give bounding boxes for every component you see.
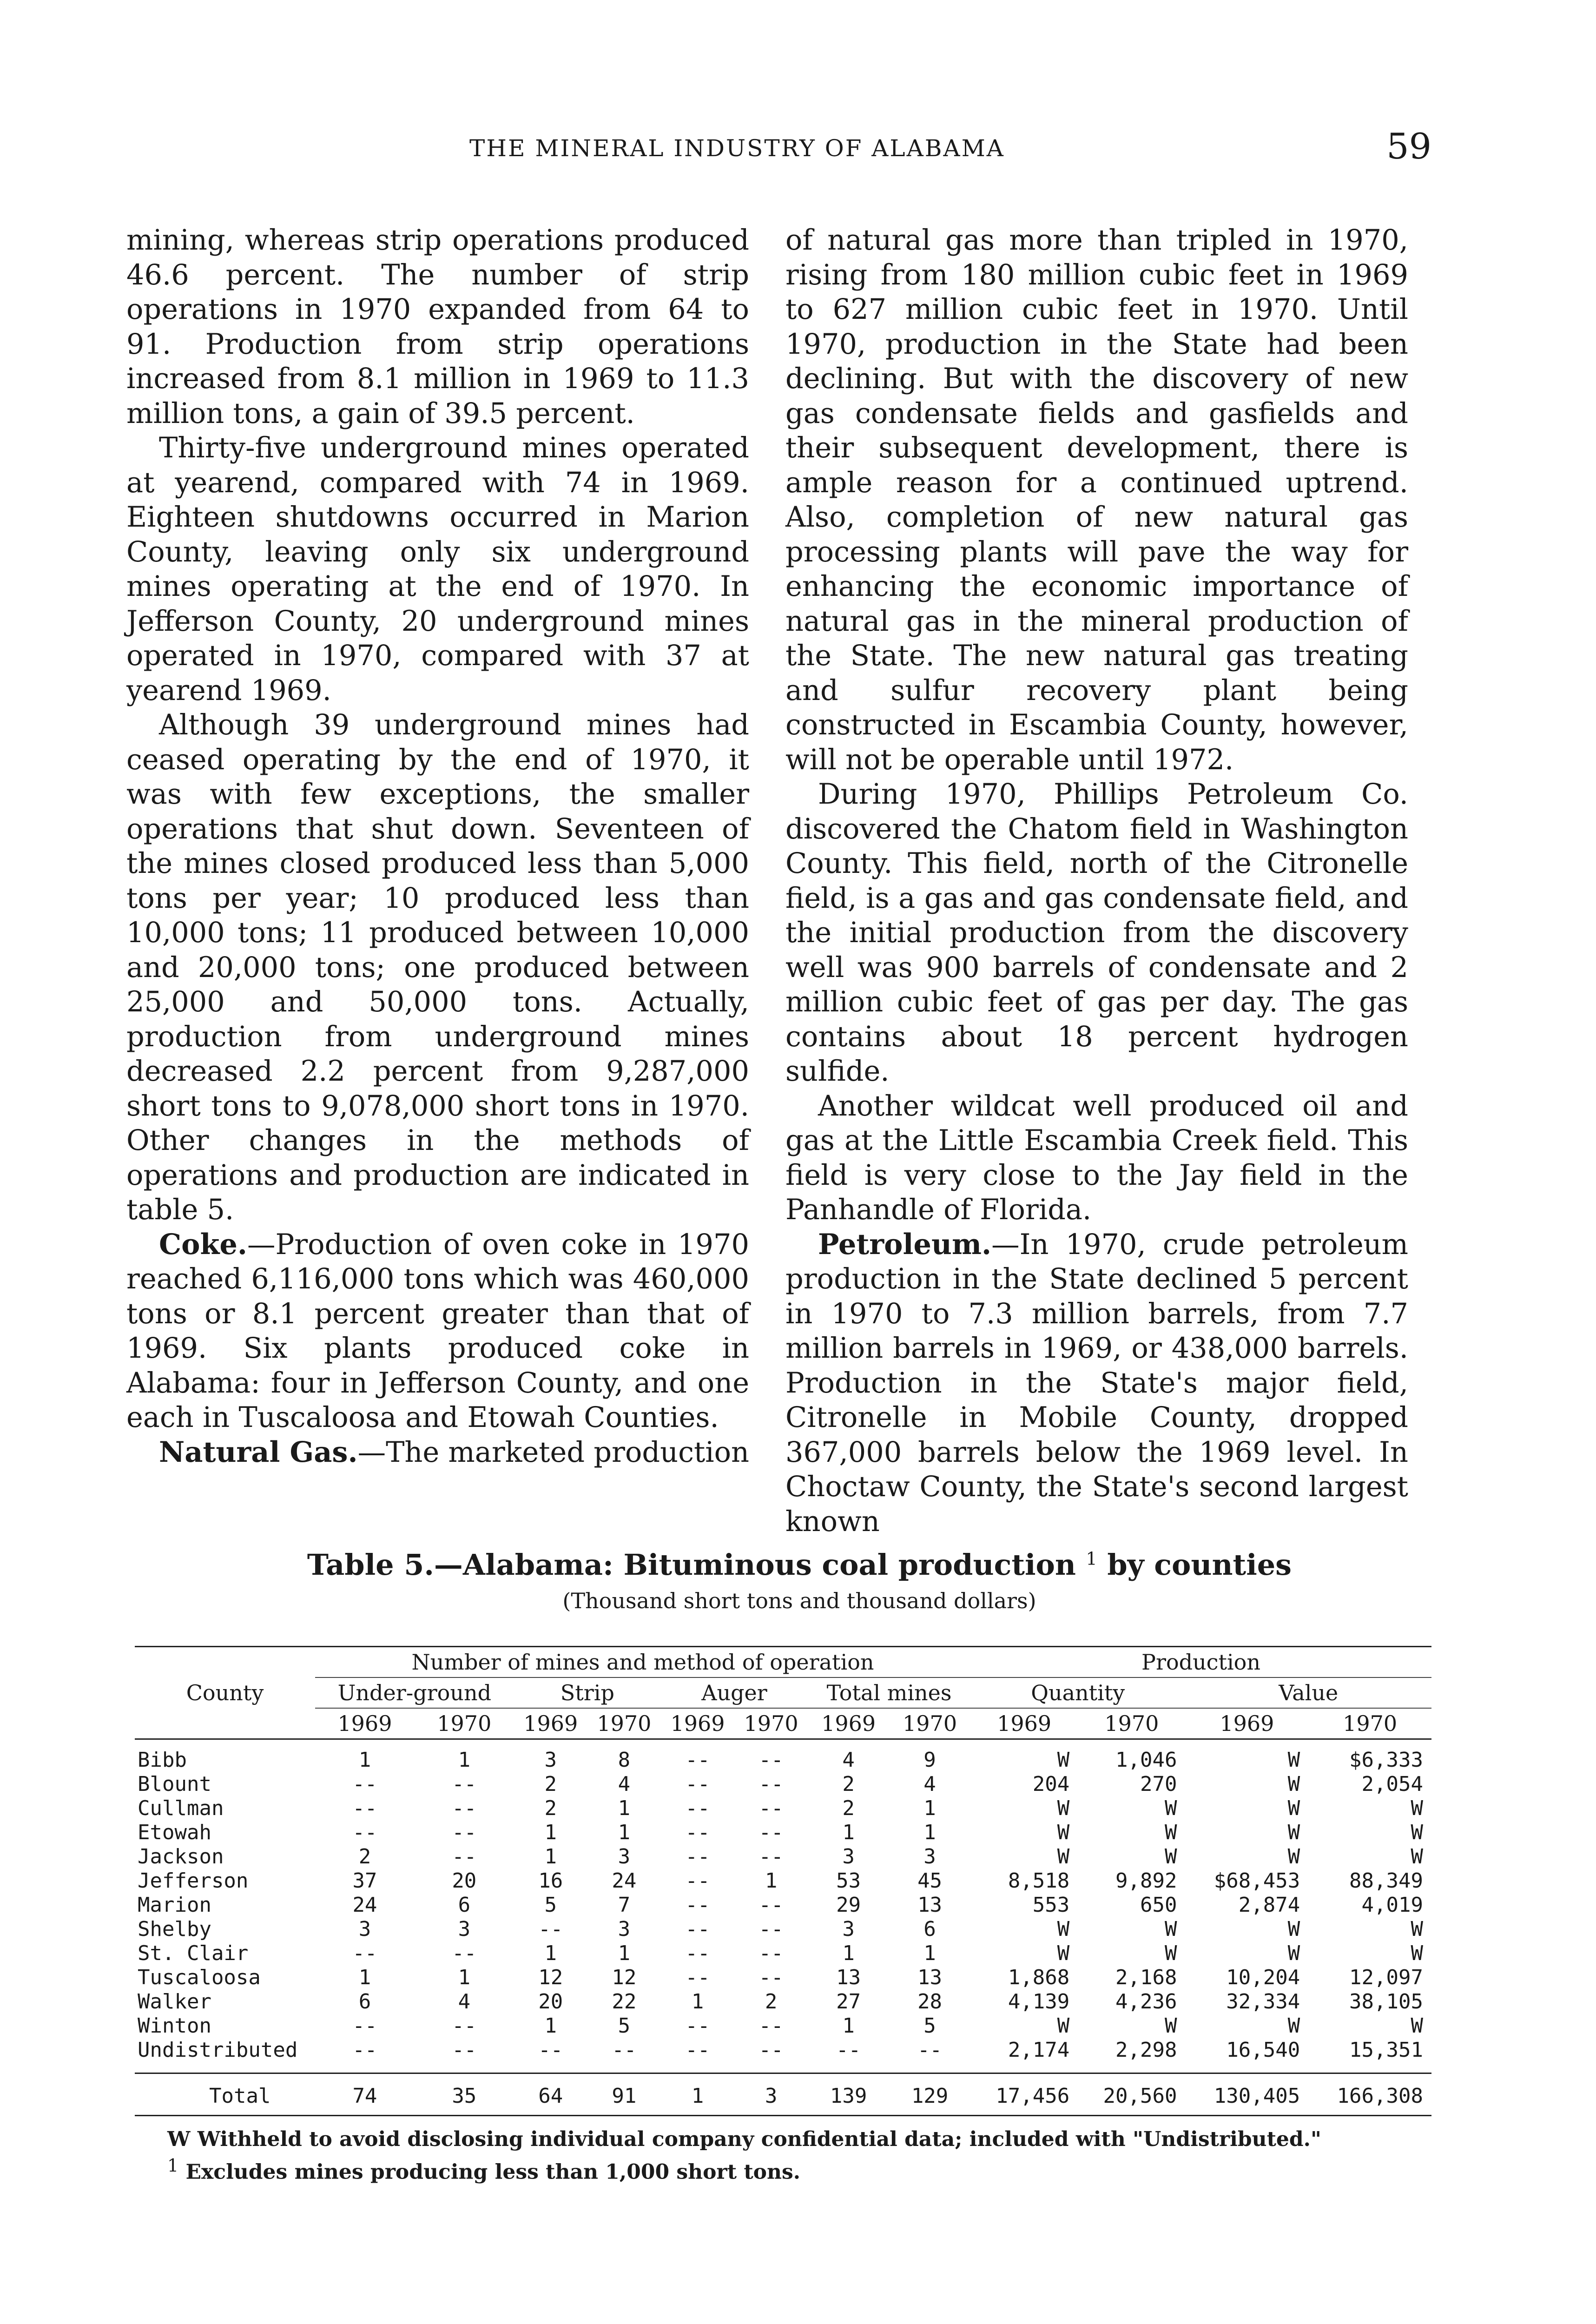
value-cell: 270: [1140, 1772, 1177, 1796]
value-cell: 1: [458, 1966, 471, 1989]
value-cell: 4: [842, 1748, 855, 1772]
value-cell: 10,204: [1226, 1966, 1300, 1989]
value-cell: 29: [836, 1893, 861, 1917]
county-cell: Walker: [138, 1990, 211, 2014]
value-cell: W: [1287, 1917, 1300, 1941]
coal-production-table: [135, 1646, 1431, 2116]
county-cell: Total: [209, 2084, 271, 2108]
value-cell: 24: [612, 1869, 637, 1893]
county-cell: Cullman: [138, 1796, 224, 1820]
value-cell: --: [538, 2038, 563, 2062]
section-heading-natural-gas: Natural Gas.: [159, 1435, 358, 1469]
value-cell: 45: [917, 1869, 943, 1893]
value-cell: 20: [452, 1869, 477, 1893]
value-cell: 17,456: [996, 2084, 1070, 2108]
value-cell: 650: [1140, 1893, 1177, 1917]
value-cell: --: [685, 1917, 710, 1941]
value-cell: 1,046: [1115, 1748, 1177, 1772]
value-cell: 74: [352, 2084, 377, 2108]
table-title-text: Table 5.—Alabama: Bituminous coal production: [307, 1548, 1076, 1582]
year-header: 1970: [903, 1711, 957, 1736]
value-cell: 2: [765, 1990, 778, 2014]
value-cell: 2,298: [1115, 2038, 1177, 2062]
value-cell: --: [758, 1966, 784, 1989]
value-cell: --: [452, 2038, 477, 2062]
value-cell: --: [352, 1772, 377, 1796]
year-header: 1969: [821, 1711, 876, 1736]
value-cell: 2,874: [1238, 1893, 1300, 1917]
value-cell: 24: [352, 1893, 377, 1917]
table-row: [135, 1869, 1431, 1893]
value-cell: 5: [923, 2014, 936, 2038]
value-cell: 12,097: [1349, 1966, 1423, 1989]
value-cell: 1: [842, 1821, 855, 1844]
year-header: 1969: [337, 1711, 392, 1736]
value-cell: 139: [830, 2084, 867, 2108]
value-cell: 37: [352, 1869, 377, 1893]
value-cell: --: [452, 1821, 477, 1844]
value-cell: 53: [836, 1869, 861, 1893]
year-header: 1970: [597, 1711, 652, 1736]
value-cell: 2: [544, 1772, 557, 1796]
value-cell: --: [685, 1966, 710, 1989]
value-cell: --: [685, 1821, 710, 1844]
year-header: 1970: [744, 1711, 798, 1736]
county-cell: Jackson: [138, 1845, 224, 1868]
county-cell: Marion: [138, 1893, 211, 1917]
table-row: [135, 1796, 1431, 1821]
value-cell: --: [452, 1941, 477, 1965]
table-row: [135, 1772, 1431, 1796]
value-cell: --: [758, 1821, 784, 1844]
value-cell: 3: [618, 1845, 631, 1868]
value-cell: 64: [538, 2084, 563, 2108]
value-cell: --: [758, 1748, 784, 1772]
value-cell: --: [452, 2014, 477, 2038]
value-cell: 1: [842, 1941, 855, 1965]
value-cell: --: [685, 1772, 710, 1796]
value-cell: 3: [923, 1845, 936, 1868]
value-cell: --: [685, 1845, 710, 1868]
value-cell: W: [1057, 1941, 1070, 1965]
table-5: [135, 1548, 1431, 2185]
col-strip: Strip: [514, 1677, 661, 1708]
value-cell: 1: [618, 1796, 631, 1820]
county-cell: Shelby: [138, 1917, 211, 1941]
value-cell: 4: [923, 1772, 936, 1796]
paragraph-natural-gas: [126, 1435, 749, 1470]
right-column: [785, 223, 1408, 1539]
value-cell: --: [758, 2038, 784, 2062]
value-cell: --: [758, 1845, 784, 1868]
paragraph-text: —Production of oven coke in 1970 reached 6,116,000 tons which was 460,000 tons or 8.1 percent greater than that of 1969. Six plants produced coke in Alabama: four in Jefferson County, and one each in Tuscaloosa and Etowah Counties.: [126, 1228, 749, 1434]
table-row: [135, 1966, 1431, 1990]
county-cell: Undistributed: [138, 2038, 298, 2062]
footnote-marker: 1: [167, 2155, 179, 2176]
value-cell: 1: [544, 1845, 557, 1868]
value-cell: 7: [618, 1893, 631, 1917]
value-cell: 3: [765, 2084, 778, 2108]
value-cell: 3: [458, 1917, 471, 1941]
value-cell: 2: [544, 1796, 557, 1820]
value-cell: 129: [911, 2084, 949, 2108]
value-cell: 4: [618, 1772, 631, 1796]
value-cell: 91: [612, 2084, 637, 2108]
value-cell: 12: [612, 1966, 637, 1989]
value-cell: 1: [618, 1941, 631, 1965]
table-row: [135, 1893, 1431, 1917]
value-cell: 1,868: [1008, 1966, 1070, 1989]
value-cell: W: [1165, 1845, 1177, 1868]
value-cell: W: [1411, 1917, 1423, 1941]
group-mines: Number of mines and method of operation: [315, 1647, 970, 1678]
value-cell: W: [1287, 1821, 1300, 1844]
paragraph: During 1970, Phillips Petroleum Co. discovered the Chatom field in Washington County. This field, north of the Citronelle field, is a gas and gas condensate field, and the initial production from the discovery well was 900 barrels of condensate and 2 million cubic feet of gas per day. The gas contains about 18 percent hydrogen sulfide.: [785, 778, 1408, 1088]
value-cell: W: [1165, 1941, 1177, 1965]
value-cell: --: [352, 2014, 377, 2038]
year-header: 1970: [1343, 1711, 1398, 1736]
total-row: [135, 2073, 1431, 2116]
table-row: [135, 1739, 1431, 1773]
value-cell: 22: [612, 1990, 637, 2014]
value-cell: --: [758, 2014, 784, 2038]
value-cell: W: [1057, 1845, 1070, 1868]
value-cell: --: [917, 2038, 943, 2062]
value-cell: 2,174: [1008, 2038, 1070, 2062]
value-cell: 2,054: [1361, 1772, 1423, 1796]
value-cell: 6: [458, 1893, 471, 1917]
value-cell: $68,453: [1213, 1869, 1300, 1893]
value-cell: 2: [842, 1772, 855, 1796]
value-cell: --: [685, 1748, 710, 1772]
value-cell: --: [685, 2014, 710, 2038]
footnote-text: Excludes mines producing less than 1,000 short tons.: [185, 2160, 801, 2184]
value-cell: 1: [358, 1748, 371, 1772]
value-cell: W: [1287, 1845, 1300, 1868]
value-cell: 4,019: [1361, 1893, 1423, 1917]
year-header: 1969: [997, 1711, 1052, 1736]
value-cell: W: [1057, 2014, 1070, 2038]
value-cell: 13: [917, 1893, 943, 1917]
value-cell: W: [1057, 1748, 1070, 1772]
year-header: 1970: [1104, 1711, 1159, 1736]
value-cell: 1: [358, 1966, 371, 1989]
value-cell: 16,540: [1226, 2038, 1300, 2062]
footnote-w: W Withheld to avoid disclosing individual company confidential data; included with "Undistributed.": [167, 2127, 1321, 2151]
value-cell: 1: [923, 1821, 936, 1844]
section-heading-petroleum: Petroleum.: [818, 1228, 992, 1261]
county-cell: Bibb: [138, 1748, 187, 1772]
page-number: 59: [1386, 125, 1431, 167]
paragraph: Another wildcat well produced oil and gas at the Little Escambia Creek field. This field is very close to the Jay field in the Panhandle of Florida.: [785, 1089, 1408, 1226]
value-cell: 5: [618, 2014, 631, 2038]
value-cell: --: [452, 1796, 477, 1820]
value-cell: --: [685, 1869, 710, 1893]
value-cell: 16: [538, 1869, 563, 1893]
value-cell: W: [1287, 1748, 1300, 1772]
value-cell: 1: [544, 2014, 557, 2038]
table-title-suffix: by counties: [1107, 1548, 1292, 1582]
value-cell: 1: [691, 1990, 704, 2014]
col-quantity: Quantity: [970, 1677, 1185, 1708]
value-cell: 9,892: [1115, 1869, 1177, 1893]
value-cell: 4: [458, 1990, 471, 2014]
year-header-row: [135, 1708, 1431, 1739]
value-cell: W: [1057, 1821, 1070, 1844]
value-cell: 3: [842, 1845, 855, 1868]
page-header: [130, 125, 1431, 177]
value-cell: $6,333: [1349, 1748, 1423, 1772]
value-cell: 3: [358, 1917, 371, 1941]
col-total-mines: Total mines: [808, 1677, 970, 1708]
paragraph-petroleum: [785, 1228, 1408, 1539]
value-cell: --: [758, 1941, 784, 1965]
year-header: 1969: [523, 1711, 578, 1736]
value-cell: 32,334: [1226, 1990, 1300, 2014]
value-cell: 204: [1032, 1772, 1070, 1796]
paragraph: of natural gas more than tripled in 1970, rising from 180 million cubic feet in 1969 to 627 million cubic feet in 1970. Until 1970, production in the State had been declining. But with the discovery of new gas condensate fields and gasfields and their subsequent development, there is ample reason for a continued uptrend. Also, completion of new natural gas processing plants will pave the way for enhancing the economic importance of natural gas in the mineral production of the State. The new natural gas treating and sulfur recovery plant being constructed in Escambia County, however, will not be operable until 1972.: [785, 224, 1408, 776]
value-cell: --: [758, 1893, 784, 1917]
value-cell: W: [1411, 2014, 1423, 2038]
value-cell: 15,351: [1349, 2038, 1423, 2062]
value-cell: 8: [618, 1748, 631, 1772]
year-header: 1970: [437, 1711, 492, 1736]
value-cell: 3: [618, 1917, 631, 1941]
value-cell: 9: [923, 1748, 936, 1772]
col-auger: Auger: [661, 1677, 808, 1708]
table-row: [135, 1845, 1431, 1869]
value-cell: 12: [538, 1966, 563, 1989]
county-cell: Etowah: [138, 1821, 211, 1844]
value-cell: --: [685, 1796, 710, 1820]
value-cell: 1: [618, 1821, 631, 1844]
value-cell: 130,405: [1213, 2084, 1300, 2108]
col-underground: Under-ground: [315, 1677, 514, 1708]
county-cell: Tuscaloosa: [138, 1966, 261, 1989]
value-cell: 1: [458, 1748, 471, 1772]
left-column: [126, 223, 749, 1470]
value-cell: W: [1287, 1796, 1300, 1820]
value-cell: 1: [765, 1869, 778, 1893]
year-header: 1969: [1220, 1711, 1274, 1736]
value-cell: 1: [923, 1941, 936, 1965]
value-cell: 2: [842, 1796, 855, 1820]
value-cell: W: [1411, 1821, 1423, 1844]
paragraph-coke: [126, 1228, 749, 1435]
table-footnotes: [135, 2126, 1431, 2185]
value-cell: 4,236: [1115, 1990, 1177, 2014]
group-production: Production: [970, 1647, 1431, 1678]
value-cell: 28: [917, 1990, 943, 2014]
value-cell: --: [452, 1845, 477, 1868]
value-cell: --: [352, 1821, 377, 1844]
value-cell: 3: [842, 1917, 855, 1941]
value-cell: 38,105: [1349, 1990, 1423, 2014]
year-header: 1969: [670, 1711, 725, 1736]
value-cell: W: [1057, 1796, 1070, 1820]
value-cell: 1: [691, 2084, 704, 2108]
value-cell: --: [758, 1917, 784, 1941]
value-cell: --: [352, 1796, 377, 1820]
running-title: THE MINERAL INDUSTRY OF ALABAMA: [469, 135, 1005, 162]
value-cell: --: [612, 2038, 637, 2062]
paragraph-text: —In 1970, crude petroleum production in the State declined 5 percent in 1970 to 7.3 million barrels, from 7.7 million barrels in 1969, or 438,000 barrels. Production in the State's major field, Citronelle in Mobile County, dropped 367,000 barrels below the 1969 level. In Choctaw County, the State's second largest known: [785, 1228, 1408, 1538]
value-cell: 166,308: [1337, 2084, 1423, 2108]
value-cell: W: [1165, 2014, 1177, 2038]
col-county: County: [186, 1680, 264, 1705]
value-cell: 1: [544, 1821, 557, 1844]
paragraph-text: —The marketed production: [357, 1436, 750, 1469]
value-cell: W: [1165, 1821, 1177, 1844]
value-cell: W: [1287, 1941, 1300, 1965]
value-cell: 1: [923, 1796, 936, 1820]
footnote-1: [167, 2152, 1431, 2185]
value-cell: --: [758, 1772, 784, 1796]
value-cell: W: [1411, 1845, 1423, 1868]
county-cell: St. Clair: [138, 1941, 249, 1965]
section-heading-coke: Coke.: [159, 1228, 247, 1261]
table-row: [135, 2014, 1431, 2038]
value-cell: W: [1287, 2014, 1300, 2038]
value-cell: 88,349: [1349, 1869, 1423, 1893]
value-cell: --: [538, 1917, 563, 1941]
table-row: [135, 1821, 1431, 1845]
value-cell: --: [685, 1941, 710, 1965]
value-cell: 4,139: [1008, 1990, 1070, 2014]
value-cell: 13: [836, 1966, 861, 1989]
paragraph: mining, whereas strip operations produced 46.6 percent. The number of strip operations in 1970 expanded from 64 to 91. Production from strip operations increased from 8.1 million in 1969 to 11.3 million tons, a gain of 39.5 percent.: [126, 224, 749, 430]
table-row: [135, 1941, 1431, 1966]
value-cell: W: [1057, 1917, 1070, 1941]
value-cell: W: [1411, 1941, 1423, 1965]
value-cell: 20: [538, 1990, 563, 2014]
value-cell: --: [452, 1772, 477, 1796]
table-subtitle: (Thousand short tons and thousand dollars): [562, 1588, 1036, 1613]
table-row: [135, 1990, 1431, 2014]
value-cell: --: [836, 2038, 861, 2062]
value-cell: --: [685, 1893, 710, 1917]
value-cell: 3: [544, 1748, 557, 1772]
value-cell: --: [352, 2038, 377, 2062]
value-cell: 6: [923, 1917, 936, 1941]
value-cell: 8,518: [1008, 1869, 1070, 1893]
value-cell: 2: [358, 1845, 371, 1868]
table-body: [135, 1739, 1431, 2116]
table-title: [167, 1548, 1431, 1582]
paragraph: Thirty-five underground mines operated at yearend, compared with 74 in 1969. Eighteen shutdowns occurred in Marion County, leaving only six underground mines operating at the end of 1970. In Jefferson County, 20 underground mines operated in 1970, compared with 37 at yearend 1969.: [126, 432, 749, 707]
value-cell: --: [758, 1796, 784, 1820]
value-cell: 1: [842, 2014, 855, 2038]
table-row: [135, 2038, 1431, 2073]
county-cell: Jefferson: [138, 1869, 249, 1893]
value-cell: W: [1411, 1796, 1423, 1820]
value-cell: 6: [358, 1990, 371, 2014]
footnote-marker: 1: [1086, 1548, 1097, 1569]
value-cell: 1: [544, 1941, 557, 1965]
value-cell: 13: [917, 1966, 943, 1989]
value-cell: 27: [836, 1990, 861, 2014]
county-cell: Winton: [138, 2014, 211, 2038]
table-row: [135, 1917, 1431, 1941]
county-cell: Blount: [138, 1772, 211, 1796]
value-cell: 553: [1032, 1893, 1070, 1917]
value-cell: 5: [544, 1893, 557, 1917]
value-cell: W: [1165, 1917, 1177, 1941]
value-cell: --: [352, 1941, 377, 1965]
value-cell: 2,168: [1115, 1966, 1177, 1989]
value-cell: --: [685, 2038, 710, 2062]
value-cell: W: [1165, 1796, 1177, 1820]
value-cell: 20,560: [1103, 2084, 1177, 2108]
value-cell: 35: [452, 2084, 477, 2108]
value-cell: W: [1287, 1772, 1300, 1796]
paragraph: Although 39 underground mines had ceased operating by the end of 1970, it was with few exceptions, the smaller operations that shut down. Seventeen of the mines closed produced less than 5,000 tons per year; 10 produced less than 10,000 tons; 11 produced between 10,000 and 20,000 tons; one produced between 25,000 and 50,000 tons. Actually, production from underground mines decreased 2.2 percent from 9,287,000 short tons to 9,078,000 short tons in 1970. Other changes in the methods of operations and production are indicated in table 5.: [126, 709, 749, 1226]
col-value: Value: [1186, 1677, 1432, 1708]
